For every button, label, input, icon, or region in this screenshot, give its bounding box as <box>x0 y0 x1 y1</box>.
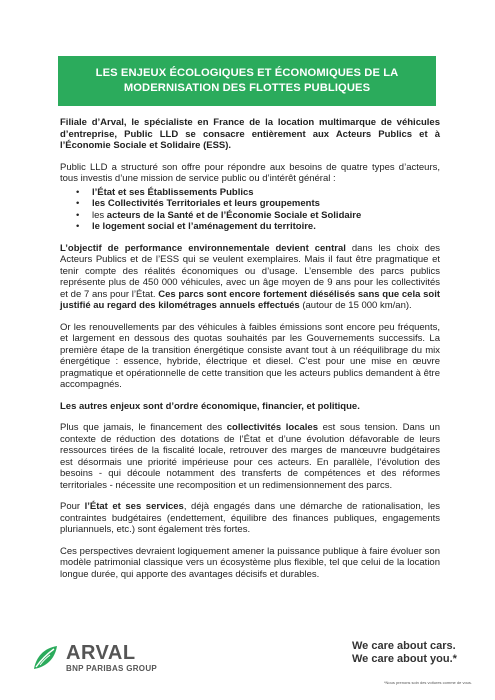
lead-paragraph: Filiale d’Arval, le spécialiste en France de la location multimarque de véhicules d’entreprise, Public LLD se consacre entièrement aux Acteurs Publics et à l’Économie Sociale et Solidaire (ESS). <box>60 117 440 151</box>
document-body <box>60 117 440 590</box>
title-line-1: LES ENJEUX ÉCOLOGIQUES ET ÉCONOMIQUES DE LA <box>95 67 399 79</box>
actors-list <box>76 187 440 233</box>
tagline-line-1: We care about cars. <box>352 640 456 652</box>
tagline-line-2: We care about you.* <box>352 652 457 665</box>
arval-leaf-icon <box>30 643 60 673</box>
collectivites-paragraph: Plus que jamais, le financement des collectivités locales est sous tension. Dans un contexte de réduction des dotations de l’État et d’une évolution défavorable de leurs ressources tirées de la fiscalité locale, retrouver des marges de manœuvre budgétaires est désormais une priorité impérieuse pour ces acteurs. En parallèle, l’évolution des besoins - qui découle notamment des transferts de compétences et des réformes territoriales - nécessite une recomposition et un redimensionnement des parcs. <box>60 422 440 491</box>
tagline-footnote: *Nous prenons soin des voitures comme de vous. <box>383 680 472 685</box>
title-line-2: MODERNISATION DES FLOTTES PUBLIQUES <box>123 82 371 94</box>
perspectives-paragraph: Ces perspectives devraient logiquement amener la puissance publique à faire évoluer son modèle patrimonial classique vers un écosystème plus flexible, tel que celui de la location longue durée, qui apporte des avantages décisifs et durables. <box>60 545 440 580</box>
intro-paragraph: Public LLD a structuré son offre pour répondre aux besoins de quatre types d’acteurs, tous investis d’une mission de service public ou d’intérêt général : <box>60 161 440 184</box>
etat-paragraph: Pour l’État et ses services, déjà engagés dans une démarche de rationalisation, les contraintes budgétaires (endettement, équilibre des finances publiques, engagements pluriannuels, etc.) sont également très fortes. <box>60 501 440 535</box>
logo-group: BNP PARIBAS GROUP <box>66 663 158 673</box>
title-banner <box>58 56 436 106</box>
list-item: • les acteurs de la Santé et de l’Économie Sociale et Solidaire <box>76 210 440 222</box>
objectif-paragraph: L’objectif de performance environnementale devient central dans les choix des Acteurs Publics et de l’ESS qui se veulent exemplaires. Mais il faut être pragmatique et tenir compte des réalités économiques ou d’usage. L’ensemble des parcs publics représente plus de 450 000 véhicules, avec un âge moyen de 9 ans pour les collectivités et de 7 ans pour l’État. Ces parcs sont encore fortement diésélisés sans que cela soit justifié au regard des kilométrages annuels effectués (autour de 15 000 km/an). <box>60 242 440 311</box>
autres-enjeux-paragraph: Les autres enjeux sont d’ordre économique, financier, et politique. <box>60 400 360 412</box>
tagline <box>352 640 472 665</box>
list-item: • les Collectivités Territoriales et leurs groupements <box>76 198 440 210</box>
renouvellement-paragraph: Or les renouvellements par des véhicules à faibles émissions sont encore peu fréquents, et largement en dessous des quotas souhaités par les Gouvernements successifs. La première étape de la transition énergétique consiste avant tout à un rééquilibrage du mix énergétique : essence, hybride, électrique et diesel. C’est pour une mise en œuvre pragmatique et opérationnelle de cette transition que les acteurs publics demandent à être accompagnés. <box>60 321 440 390</box>
arval-logo <box>30 640 190 676</box>
list-item: • le logement social et l’aménagement du territoire. <box>76 221 440 233</box>
list-item: • l’État et ses Établissements Publics <box>76 187 440 199</box>
logo-name: ARVAL <box>66 641 136 664</box>
